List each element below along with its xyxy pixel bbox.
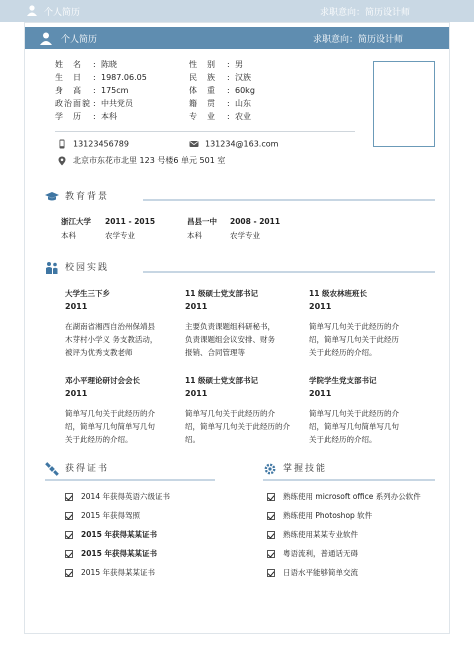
edu-years: 2008 - 2011 [230, 217, 281, 226]
edu-degree: 本科 [61, 231, 76, 240]
check-icon [65, 512, 73, 520]
phone-icon [57, 139, 67, 149]
list-item: 熟练使用 Photoshop 软件 [267, 510, 421, 529]
list-item: 2015 年获得驾照 [65, 510, 170, 529]
top-strip [0, 0, 474, 22]
certificates-heading: 获得证书 [45, 461, 109, 476]
info-row: 政治面貌 : 中共党员 [55, 99, 133, 108]
divider [55, 131, 355, 132]
check-icon [267, 493, 275, 501]
list-item: 粤语流利，普通话无碍 [267, 548, 421, 567]
check-icon [65, 550, 73, 558]
campus-heading: 校园实践 [45, 260, 109, 275]
info-row: 学 历 : 本科 [55, 112, 117, 121]
section-line [143, 271, 435, 273]
campus-item: 11 级硕士党支部书记 2011 简单写几句关于此经历的介 绍，简单写几句关于此经历的介绍。 [185, 376, 290, 444]
campus-item: 11 级硕士党支部书记 2011 主要负责课题组科研秘书， 负责课题组会议安排、财务 报销、合同管理等 [185, 289, 275, 357]
basic-info-right [189, 58, 255, 123]
user-icon [26, 4, 38, 16]
education-heading: 教育背景 [45, 189, 109, 204]
contact-phone: 13123456789 [57, 139, 129, 149]
basic-info-left [55, 58, 147, 123]
list-item: 2015 年获得某某证书 [65, 567, 170, 586]
edu-school: 浙江大学 [61, 217, 91, 226]
mail-icon [189, 139, 199, 149]
info-row: 体 重 : 60kg [189, 86, 255, 95]
check-icon [65, 569, 73, 577]
photo-frame [373, 61, 435, 147]
check-icon [65, 531, 73, 539]
section-line [143, 199, 435, 201]
info-row: 民 族 : 汉族 [189, 73, 251, 82]
list-item: 2014 年获得英语六级证书 [65, 491, 170, 510]
user-icon [39, 31, 53, 45]
skills-heading: 掌握技能 [263, 461, 327, 476]
list-item: 日语水平能够简单交流 [267, 567, 421, 586]
gear-icon [263, 462, 277, 476]
list-item: 熟练使用 microsoft office 系列办公软件 [267, 491, 421, 510]
info-row: 姓 名 : 陈晓 [55, 60, 117, 69]
edu-major: 农学专业 [105, 231, 135, 240]
skill-list [267, 491, 421, 586]
contact-email: 131234@163.com [189, 139, 278, 149]
check-icon [267, 531, 275, 539]
campus-item: 学院学生党支部书记 2011 简单写几句关于此经历的介 绍，简单写几句简单写几句 关于此经历的介绍。 [309, 376, 399, 444]
resume-title: 个人简历 [61, 35, 98, 45]
section-line [45, 479, 215, 481]
list-item: 熟练使用某某专业软件 [267, 529, 421, 548]
info-row: 生 日 : 1987.06.05 [55, 73, 147, 82]
section-line [263, 479, 435, 481]
edu-degree: 本科 [187, 231, 202, 240]
job-intent: 求职意向：简历设计师 [313, 35, 404, 45]
satellite-icon [45, 462, 59, 476]
resume-sheet [24, 22, 450, 634]
people-icon [45, 261, 59, 275]
info-row: 性 别 : 男 [189, 60, 243, 69]
edu-major: 农学专业 [230, 231, 260, 240]
graduation-cap-icon [45, 190, 59, 204]
info-row: 专 业 : 农业 [189, 112, 251, 121]
info-row: 籍 贯 : 山东 [189, 99, 251, 108]
top-strip-intent: 求职意向：简历设计师 [320, 8, 411, 18]
check-icon [65, 493, 73, 501]
check-icon [267, 550, 275, 558]
edu-years: 2011 - 2015 [105, 217, 156, 226]
campus-item: 邓小平理论研讨会会长 2011 简单写几句关于此经历的介 绍，简单写几句简单写几句 关于此经历的介绍。 [65, 376, 155, 444]
contact-address: 北京市东花市北里 123 号楼6 单元 501 室 [57, 155, 225, 166]
campus-item: 大学生三下乡 2011 在湖南省湘西自治州保靖县 木芽村小学义 务支教活动， 被评为优秀支教老师 [65, 289, 158, 357]
edu-school: 昌县一中 [187, 217, 217, 226]
resume-header [25, 27, 449, 49]
location-pin-icon [57, 156, 67, 166]
campus-item: 11 级农林班班长 2011 简单写几句关于此经历的介 绍，简单写几句关于此经历 关于此经历的介绍。 [309, 289, 399, 357]
check-icon [267, 512, 275, 520]
check-icon [267, 569, 275, 577]
list-item: 2015 年获得某某证书 [65, 529, 170, 548]
certificate-list [65, 491, 170, 586]
info-row: 身 高 : 175cm [55, 86, 129, 95]
top-strip-title: 个人简历 [44, 8, 81, 18]
list-item: 2015 年获得某某证书 [65, 548, 170, 567]
